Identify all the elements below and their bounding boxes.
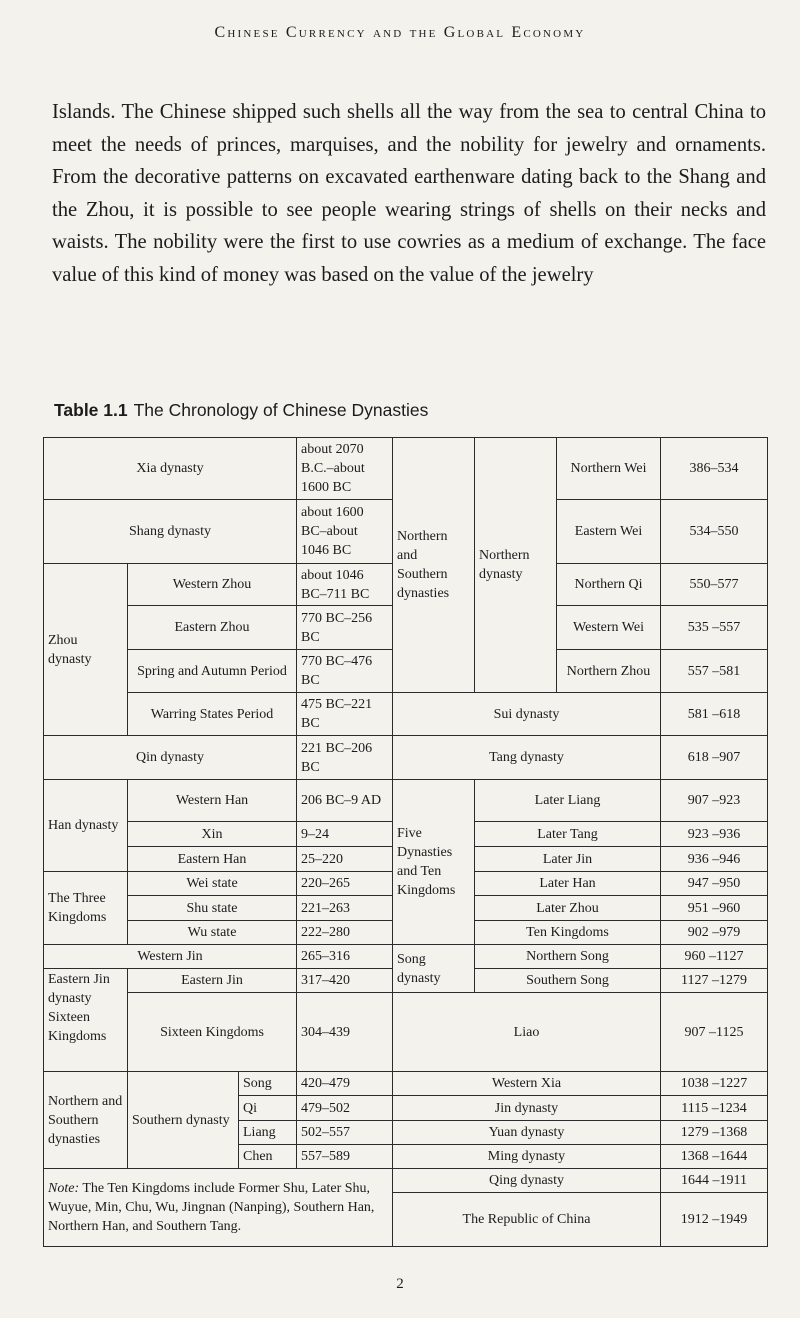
cell-shang: Shang dynasty [44,500,297,564]
cell-shang-date: about 1600 BC–about 1046 BC [297,500,393,564]
cell-western-zhou-date: about 1046 BC–711 BC [297,564,393,606]
cell-song-s-date: 420–479 [297,1072,393,1096]
cell-ming-date: 1368 –1644 [661,1145,768,1169]
table-row [44,736,768,780]
cell-later-tang-date: 923 –936 [661,822,768,847]
cell-shu-state: Shu state [128,896,297,921]
cell-western-wei: Western Wei [557,606,661,650]
cell-tang: Tang dynasty [393,736,661,780]
cell-qin: Qin dynasty [44,736,297,780]
cell-northern-wei-date: 386–534 [661,438,768,500]
cell-northern-song: Northern Song [475,945,661,969]
cell-sixteen-kingdoms-date: 304–439 [297,993,393,1072]
cell-three-kingdoms: The Three Kingdoms [44,872,128,945]
table-row [44,693,768,736]
note-label: Note: [48,1181,80,1196]
cell-qi-s-date: 479–502 [297,1096,393,1121]
cell-xin: Xin [128,822,297,847]
cell-shu-state-date: 221–263 [297,896,393,921]
cell-eastern-han: Eastern Han [128,847,297,872]
cell-sui-date: 581 –618 [661,693,768,736]
cell-northern-dynasty: Northern dynasty [475,438,557,693]
table-row [44,993,768,1072]
cell-song-dynasty: Song dynasty [393,945,475,993]
cell-wei-state-date: 220–265 [297,872,393,896]
cell-western-zhou: Western Zhou [128,564,297,606]
cell-ten-kingdoms: Ten Kingdoms [475,921,661,945]
cell-western-jin-date: 265–316 [297,945,393,969]
cell-five-dynasties: Five Dynasties and Ten Kingdoms [393,780,475,945]
table-title: The Chronology of Chinese Dynasties [133,400,429,420]
cell-liao-date: 907 –1125 [661,993,768,1072]
cell-qi-s: Qi [239,1096,297,1121]
table-caption [54,400,428,421]
cell-western-jin: Western Jin [44,945,297,969]
cell-jin-dynasty: Jin dynasty [393,1096,661,1121]
cell-later-jin-date: 936 –946 [661,847,768,872]
cell-later-jin: Later Jin [475,847,661,872]
cell-eastern-wei-date: 534–550 [661,500,768,564]
cell-xin-date: 9–24 [297,822,393,847]
cell-northern-qi-date: 550–577 [661,564,768,606]
cell-eastern-zhou: Eastern Zhou [128,606,297,650]
cell-warring-states: Warring States Period [128,693,297,736]
cell-spring-autumn-date: 770 BC–476 BC [297,650,393,693]
cell-chen-s: Chen [239,1145,297,1169]
cell-yuan-date: 1279 –1368 [661,1121,768,1145]
cell-qing-date: 1644 –1911 [661,1169,768,1193]
cell-northern-qi: Northern Qi [557,564,661,606]
cell-later-liang-date: 907 –923 [661,780,768,822]
body-paragraph: Islands. The Chinese shipped such shells all the way from the sea to central China to meet the needs of princes, marquises, and the nobility for jewelry and ornaments. From the decorative patterns on excavated earthenware dating back to the Shang and the Zhou, it is possible to see people wearing strings of shells on their necks and waists. The nobility were the first to use cowries as a medium of exchange. The face value of this kind of money was based on the value of the jewelry [52,101,766,286]
cell-qing: Qing dynasty [393,1169,661,1193]
cell-eastern-jin-group: Eastern Jin dynasty Sixteen Kingdoms [44,969,128,1072]
cell-sixteen-kingdoms: Sixteen Kingdoms [128,993,297,1072]
cell-western-wei-date: 535 –557 [661,606,768,650]
cell-wu-state: Wu state [128,921,297,945]
cell-northern-zhou: Northern Zhou [557,650,661,693]
cell-republic-date: 1912 –1949 [661,1193,768,1247]
table-row [44,1072,768,1096]
cell-later-zhou: Later Zhou [475,896,661,921]
cell-western-xia-date: 1038 –1227 [661,1072,768,1096]
cell-liang-s: Liang [239,1121,297,1145]
cell-northern-zhou-date: 557 –581 [661,650,768,693]
cell-warring-states-date: 475 BC–221 BC [297,693,393,736]
cell-southern-song: Southern Song [475,969,661,993]
cell-xia: Xia dynasty [44,438,297,500]
cell-note [44,1169,393,1247]
cell-liao: Liao [393,993,661,1072]
cell-eastern-zhou-date: 770 BC–256 BC [297,606,393,650]
cell-tang-date: 618 –907 [661,736,768,780]
note-text: The Ten Kingdoms include Former Shu, Later Shu, Wuyue, Min, Chu, Wu, Jingnan (Nanping), Southern Han, Northern Han, and Southern Tang. [48,1181,375,1234]
cell-western-han: Western Han [128,780,297,822]
cell-yuan: Yuan dynasty [393,1121,661,1145]
cell-later-han-date: 947 –950 [661,872,768,896]
table-row [44,1169,768,1193]
cell-later-zhou-date: 951 –960 [661,896,768,921]
cell-chen-s-date: 557–589 [297,1145,393,1169]
cell-xia-date: about 2070 B.C.–about 1600 BC [297,438,393,500]
table-row [44,780,768,822]
table-row [44,945,768,969]
cell-ns-dynasties-right: Northern and Southern dynasties [393,438,475,693]
cell-ten-kingdoms-date: 902 –979 [661,921,768,945]
cell-southern-song-date: 1127 –1279 [661,969,768,993]
cell-ming: Ming dynasty [393,1145,661,1169]
cell-later-han: Later Han [475,872,661,896]
table-row [44,438,768,500]
cell-eastern-han-date: 25–220 [297,847,393,872]
cell-qin-date: 221 BC–206 BC [297,736,393,780]
cell-northern-song-date: 960 –1127 [661,945,768,969]
cell-jin-dynasty-date: 1115 –1234 [661,1096,768,1121]
cell-wu-state-date: 222–280 [297,921,393,945]
cell-eastern-jin-date: 317–420 [297,969,393,993]
chronology-table [43,437,768,1247]
cell-western-xia: Western Xia [393,1072,661,1096]
cell-later-liang: Later Liang [475,780,661,822]
cell-han: Han dynasty [44,780,128,872]
cell-northern-wei: Northern Wei [557,438,661,500]
cell-zhou: Zhou dynasty [44,564,128,736]
cell-sui: Sui dynasty [393,693,661,736]
cell-ns-dynasties-left: Northern and Southern dynasties [44,1072,128,1169]
cell-later-tang: Later Tang [475,822,661,847]
running-head: Chinese Currency and the Global Economy [214,24,586,41]
cell-eastern-jin: Eastern Jin [128,969,297,993]
cell-spring-autumn: Spring and Autumn Period [128,650,297,693]
cell-wei-state: Wei state [128,872,297,896]
cell-western-han-date: 206 BC–9 AD [297,780,393,822]
cell-song-s: Song [239,1072,297,1096]
page-number: 2 [396,1276,404,1292]
cell-southern-dynasty: Southern dynasty [128,1072,239,1169]
table-label: Table 1.1 [54,400,128,420]
cell-republic: The Republic of China [393,1193,661,1247]
cell-liang-s-date: 502–557 [297,1121,393,1145]
cell-eastern-wei: Eastern Wei [557,500,661,564]
